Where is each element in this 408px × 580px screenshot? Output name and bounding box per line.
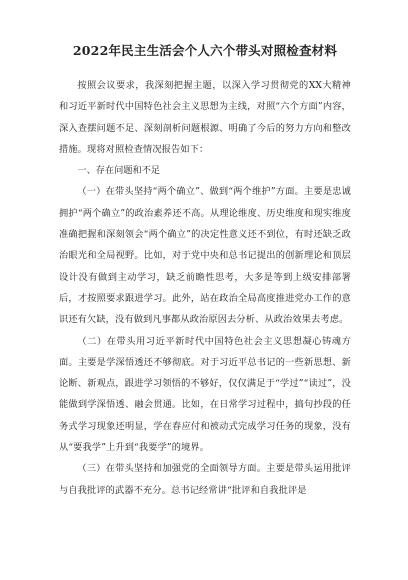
intro-paragraph: 按照会议要求，我深刻把握主题，以深入学习贯彻党的XX大精神和习近平新时代中国特色社会主义思想为主线，对照“六个方面”内容，深入查摆问题不足、深刻剖析问题根源、明确了今后的努力方向和整改措施。现将对照检查情况报告如下： bbox=[59, 80, 351, 155]
body-paragraph-1: （一）在带头坚持“两个确立”、做到“两个维护”方面。主要是忠诚拥护“两个确立”的政治素养还不高。从理论维度、历史维度和现实维度准确把握和深刻领会“两个确立”的决定性意义还不到位，有时还缺乏政治眼光和全局视野。比如，对于党中央和总书记提出的创新理论和顶层设计没有做到主动学习，缺乏前瞻性思考，大多是等到上级安排部署后，才按照要求跟进学习。此外，站在政治全局高度推进党办工作的意识还有欠缺，没有做到凡事都从政治原因去分析、从政治效果去考虑。 bbox=[59, 186, 351, 326]
body-paragraph-3: （三）在带头坚持和加强党的全面领导方面。主要是带头运用批评与自我批评的武器不充分。总书记经常讲“批评和自我批评是 bbox=[59, 463, 351, 496]
body-paragraph-2: （二）在带头用习近平新时代中国特色社会主义思想凝心铸魂方面。主要是学深悟透还不够彻底。对于习近平总书记的一些新思想、新论断、新观点，跟进学习领悟的不够好，仅仅满足于“学过”“读过”，没能做到学深悟透、融会贯通。比如，在日常学习过程中，搞句抄段的任务式学习现象还明显，学在春应付和被动式完成学习任务的现象，没有从“要我学”上升到“我要学”的境界。 bbox=[59, 335, 351, 454]
section-heading: 一、存在问题和不足 bbox=[77, 165, 161, 177]
document-title: 2022年民主生活会个人六个带头对照检查材料 bbox=[72, 43, 338, 58]
